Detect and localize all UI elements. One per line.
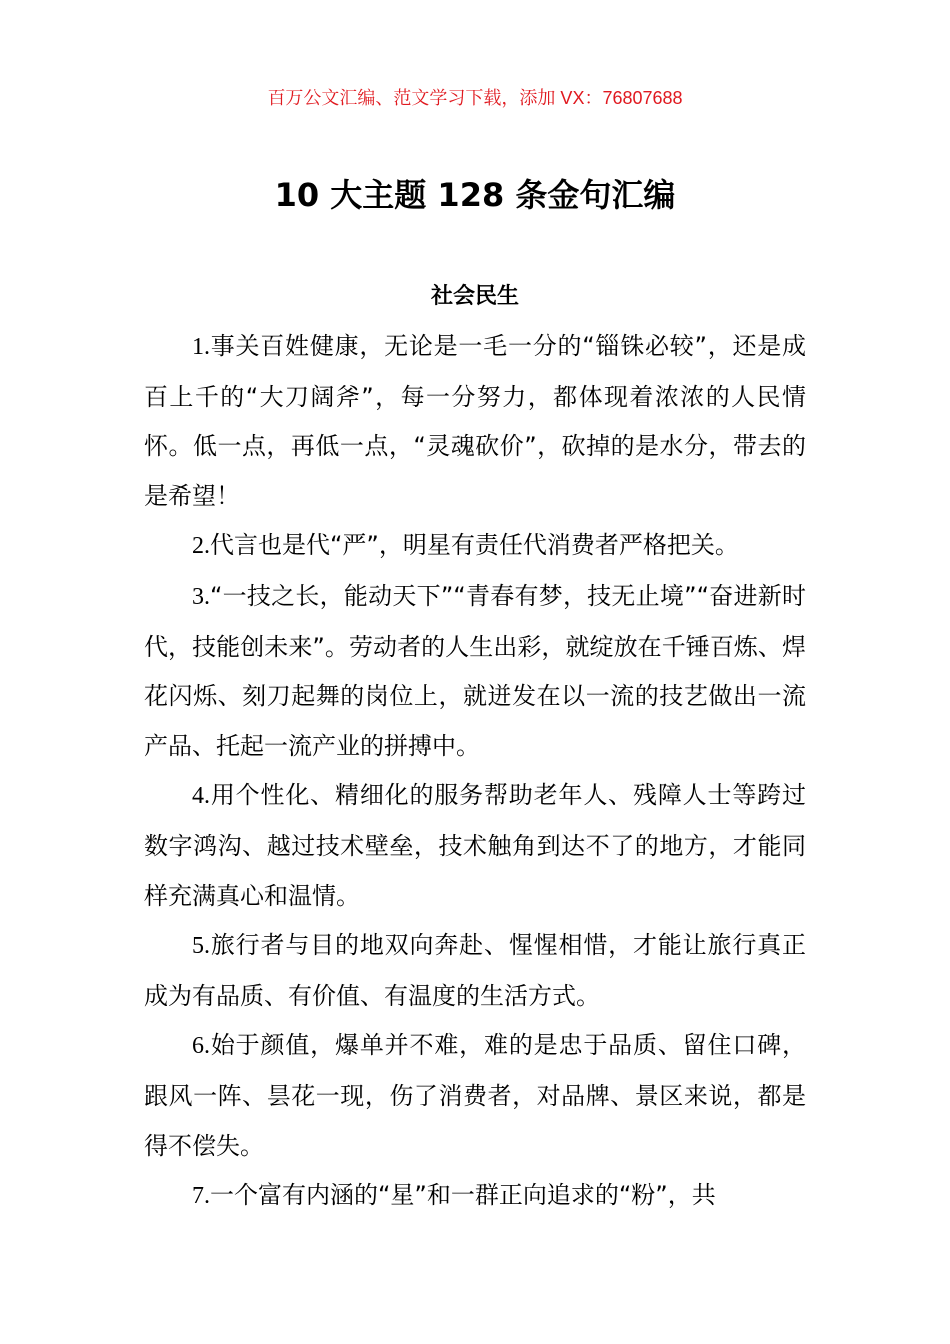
paragraph-text: 事关百姓健康，无论是一毛一分的“锱铢必较”，还是成百上千的“大刀阔斧”，每一分努力，都体现着浓浓的人民情怀。低一点，再低一点，“灵魂砍价”，砍掉的是水分，带去的是希望！	[144, 332, 806, 510]
paragraph-text: 用个性化、精细化的服务帮助老年人、残障人士等跨过数字鸿沟、越过技术壁垒，技术触角到达不了的地方，才能同样充满真心和温情。	[144, 781, 806, 910]
paragraph	[144, 771, 806, 921]
header-banner: 百万公文汇编、范文学习下载，添加 VX：76807688	[267, 88, 683, 108]
paragraph-text: “一技之长，能动天下”“青春有梦，技无止境”“奋进新时代，技能创未来”。劳动者的人生出彩，就绽放在千锤百炼、焊花闪烁、刻刀起舞的岗位上，就迸发在以一流的技艺做出一流产品、托起一流产业的拼搏中。	[144, 581, 806, 760]
paragraph	[144, 322, 806, 521]
paragraph-text: 旅行者与目的地双向奔赴、惺惺相惜，才能让旅行真正成为有品质、有价值、有温度的生活方式。	[144, 931, 806, 1010]
paragraph-number: 7.	[192, 1183, 210, 1210]
paragraph	[144, 921, 806, 1021]
paragraph-number: 6.	[192, 1033, 210, 1060]
paragraph-number: 1.	[192, 334, 210, 360]
paragraph	[144, 521, 806, 572]
paragraph-number: 2.	[192, 533, 210, 560]
paragraph-text: 代言也是代“严”，明星有责任代消费者严格把关。	[210, 531, 739, 560]
section-heading: 社会民生	[430, 284, 519, 309]
document-body	[144, 322, 806, 1222]
paragraph	[144, 572, 806, 771]
paragraph	[144, 1171, 806, 1222]
paragraph-text: 始于颜值，爆单并不难，难的是忠于品质、留住口碑，跟风一阵、昙花一现，伤了消费者，对品牌、景区来说，都是得不偿失。	[144, 1031, 806, 1160]
paragraph-number: 3.	[192, 583, 210, 610]
document-title: 10 大主题 128 条金句汇编	[274, 176, 676, 214]
paragraph-number: 4.	[192, 783, 210, 810]
paragraph-text: 一个富有内涵的“星”和一群正向追求的“粉”，共	[210, 1181, 716, 1210]
paragraph	[144, 1021, 806, 1171]
paragraph-number: 5.	[192, 933, 210, 960]
